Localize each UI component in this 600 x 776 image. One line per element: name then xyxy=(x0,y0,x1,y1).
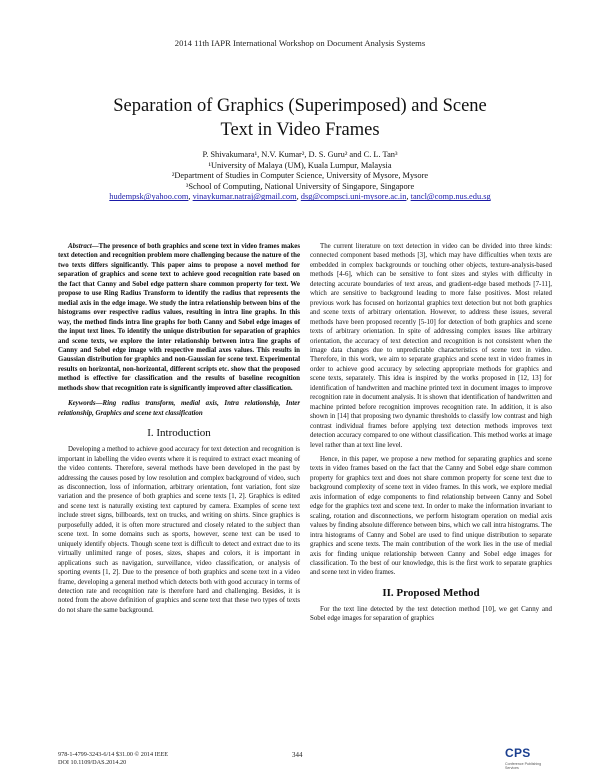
section-heading-introduction: I. Introduction xyxy=(147,427,211,440)
email-link[interactable]: dsg@compsci.uni-mysore.ac.in xyxy=(300,192,407,202)
keywords xyxy=(58,399,300,418)
left-column xyxy=(58,242,300,615)
email-link[interactable]: hudempsk@yahoo.com xyxy=(109,192,189,202)
affiliation-3: ³School of Computing, National University of Singapore, Singapore xyxy=(185,181,415,191)
affiliation-1: ¹University of Malaya (UM), Kuala Lumpur, Malaysia xyxy=(208,160,392,170)
author-names: P. Shivakumara¹, N.V. Kumar², D. S. Guru² and C. L. Tan³ xyxy=(202,150,398,159)
abstract-lead: Abstract xyxy=(68,243,92,250)
email-link[interactable]: vinaykumar.natraj@gmail.com xyxy=(192,192,297,202)
email-list: hudempsk@yahoo.com, vinaykumar.natraj@gmail.com, dsg@compsci.uni-mysore.ac.in, tancl@comp.nus.edu.sg xyxy=(109,192,491,202)
method-paragraph: For the text line detected by the text detection method [10], we get Canny and Sobel edge images for separation of graphics xyxy=(310,605,552,623)
paper-title-line-2: Text in Video Frames xyxy=(220,120,380,140)
keywords-lead: Keywords xyxy=(68,400,96,408)
abstract-text: —The presence of both graphics and scene text in video frames makes text detection and recognition problem more challenging because the nature of the two texts differs significantly. This paper aims to propose a novel method for separation of graphics and scene text to achieve good recognition rate based on the fact that Canny and Sobel edge pattern share common property for text. We propose to use Ring Radius Transform to identify the radius that represents the medial axis in the edge image. We study the intra relationship between bins of the histograms over respective radius values, resulting in intra line graphs. In this way, the method finds intra line graphs for both Canny and Sobel edge images of the input text lines. To identify the unique distribution for separation of graphics and scene texts, we explore the inter relationship between intra line graphs of Canny and Sobel edge image with respective medial axes values. This results in Gaussian distribution for graphics and non-Gaussian for scene text. Experimental results on horizontal, non-horizontal, different scripts etc. show that the proposed method is effective for classification and the results of baseline recognition methods show that recognition rate is significantly improved after classification. xyxy=(58,243,300,392)
author-block xyxy=(40,150,560,203)
paper-title-line-1: Separation of Graphics (Superimposed) and Scene xyxy=(113,96,487,116)
footer-identifiers xyxy=(58,751,168,767)
body-paragraph: Hence, in this paper, we propose a new method for separating graphics and scene texts in video frames based on the fact that the Canny and Sobel edge share common property for graphics text and does not share common property for scene text due to background complexity of scene text in video frames. In this work, we explore medial axis information of edge components to find relationship between Canny and Sobel edge for the graphics text and scene text. In order to make the information invariant to scaling, rotation and disconnections, we perform histogram operation on medial axis values by finding absolute difference between bins, which we call intra histograms. The intra histograms of Canny and Sobel are used to find unique distribution to separate graphics and scene texts. The main contribution of the work lies in the use of medial axis for finding unique relationship between Canny and Sobel edge images for classification. To the best of our knowledge, this is the first work to separate graphics and scene text in video frames. xyxy=(310,455,552,577)
intro-paragraph: Developing a method to achieve good accuracy for text detection and recognition is important in labelling the video events where it is required to extract exact meaning of the video contents. Therefore, several methods have been developed in the past by addressing the causes posed by low resolution and complex background of video, such as disconnection, loss of information, arbitrary orientation, font variation, font size variation and the presence of both graphics and scene texts [1, 2]. Graphics is edited and scene text is naturally existing text captured by camera. Examples of scene text include street signs, billboards, text on trucks, and writing on shirts. Since graphics is purposefully added, it is often more structured and closely related to the subject than scene text. In some domains such as sports, however, scene text can be used to uniquely identify objects. Though scene text is difficult to detect and extract due to its virtually unlimited range of poses, sizes, shapes and colors, it is important in applications such as navigation, surveillance, video classification, or analysis of sporting events [1, 2]. Due to the presence of both graphics and scene text in a video frame, developing a general method which detects both with good accuracy in terms of detection rate and recognition rate is therefore hard and challenging. Besides, it is noted from the above definition of graphics and scene text that these two types of texts do not share the same background. xyxy=(58,446,300,614)
doi-line: DOI 10.1109/DAS.2014.20 xyxy=(58,759,127,766)
right-column xyxy=(310,242,552,624)
section-heading-proposed-method: II. Proposed Method xyxy=(382,586,480,599)
body-paragraph: The current literature on text detection in video can be divided into three kinds: connected component based methods [3], which may have difficulties when texts are embedded in complex backgrounds or touching other objects, texture-analysis-based methods [4-6], which can be sensitive to font sizes and styles with difficulty in detecting accurate boundaries of text areas, and gradient-edge based methods [7-11], which are sensitive to background leading to more false positives. Most related previous work has focused on horizontal graphics text detection but not both graphics and scene texts of arbitrary orientation. However, to address these issues, several methods have been proposed recently [5-10] for detection of both graphics and scene texts of arbitrary orientation. In spite of addressing complex issues like arbitrary orientation, the accuracy of text detection and recognition is not consistent when the image data changes due to unpredictable characteristics of scene text in video. Therefore, in this work, we aim to separate graphics and scene text in video frames in order to achieve good accuracy by selecting appropriate methods for graphics and scene texts, separately. This idea is inspired by the works proposed in [12, 13] for identification of handwritten and machine printed text in document images to improve recognition rate in document analysis. It is shown that identification of handwritten and machine printed before recognition improves recognition rate. In addition, it is also shown in [14] that proposing two dynamic thresholds to classify low contrast and high contrast individual frames before applying text detection methods improves text detection accuracy compared to one without classification. This method works at image level rather than at text line level. xyxy=(310,243,552,449)
page-number: 344 xyxy=(292,751,303,759)
keywords-text: —Ring radius transform, medial axis, Intra relationship, Inter relationship, Graphics and scene text classification xyxy=(58,400,300,417)
conference-header: 2014 11th IAPR International Workshop on Document Analysis Systems xyxy=(174,38,426,48)
abstract xyxy=(58,242,300,393)
cps-logo-subtext: Conference Publishing Services xyxy=(505,762,542,770)
paper-title xyxy=(40,94,560,142)
email-link[interactable]: tancl@comp.nus.edu.sg xyxy=(410,192,491,202)
cps-logo-text: CPS xyxy=(505,746,531,760)
cps-logo xyxy=(505,744,545,770)
affiliation-2: ²Department of Studies in Computer Science, University of Mysore, Mysore xyxy=(171,171,429,181)
isbn-line: 978-1-4799-3243-6/14 $31.00 © 2014 IEEE xyxy=(58,751,169,758)
